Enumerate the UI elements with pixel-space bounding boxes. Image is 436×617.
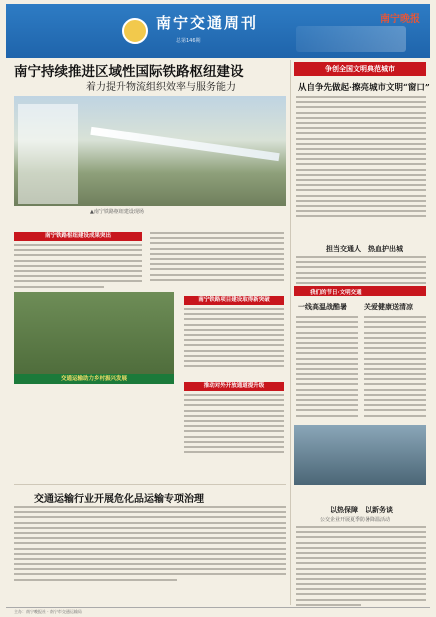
right-article-text-3 [296,316,358,420]
masthead-decoration [296,26,406,52]
newspaper-title: 南宁交通周刊 [156,14,259,32]
rural-photo [14,292,174,380]
lead-headline: 南宁持续推进区域性国际铁路枢纽建设 [14,64,244,80]
ad-banner: 交通运输助力乡村振兴发展 [14,374,174,384]
section-header-left: 南宁铁路枢纽建设成果突出 [14,232,142,241]
column-divider [290,60,291,605]
divider [14,484,286,485]
right-banner: 争创全国文明典范城市 [294,62,426,76]
emblem-icon [122,18,148,44]
right-subtitle-5: 公交企业开展夏季防暑降温活动 [320,517,391,523]
right-article-text-5 [296,526,426,609]
mid-article-text [150,232,284,284]
footer-rule [6,607,430,608]
photo-caption: ▲南宁铁路枢纽建设现场 [90,209,144,215]
bottom-headline: 交通运输行业开展危化品运输专项治理 [34,494,204,505]
right-title-4: 关爱健康送清凉 [364,302,413,311]
masthead [6,4,430,58]
right-title-2: 担当交通人 热血护出城 [326,244,403,253]
right-title-5: 以热保障 以新务谈 [330,505,393,514]
right-article-text-4 [364,316,426,420]
right-title-3: 一线高温战酷暑 [298,302,347,311]
publisher-logo: 南宁晚报 [380,14,420,25]
footer-text: 主办：南宁晚报社 · 南宁市交通运输局 [14,609,82,614]
right-title-1: 从自争先做起·擦亮城市文明“窗口” [298,83,430,93]
left-article-text [14,244,142,291]
right-banner-2-text: 我们的节日·文明交通 [310,290,362,296]
mid-article-text-3 [184,394,284,456]
section-header-mid-2: 推动对外开放通道提升级 [184,382,284,391]
section-header-mid: 南宁铁路项目建设取得新突破 [184,296,284,305]
right-article-text-1 [296,96,426,221]
lead-subheadline: 着力提升物流组织效率与服务能力 [86,82,236,93]
right-article-text-2 [296,256,426,287]
issue-number: 总第146期 [176,38,201,44]
photo-caption-box [18,104,78,204]
bottom-article-text [14,506,286,584]
right-bottom-photo [294,425,426,485]
mid-article-text-2 [184,308,284,370]
